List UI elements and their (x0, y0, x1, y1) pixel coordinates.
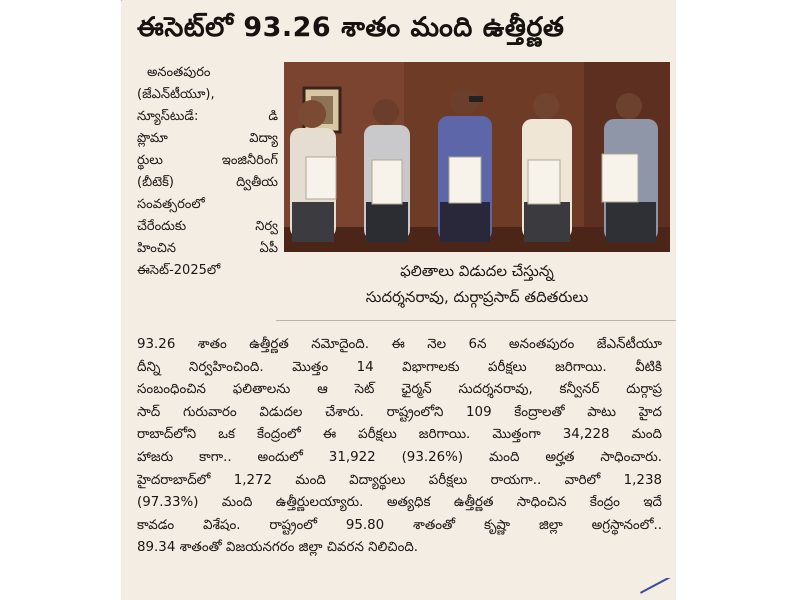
photo-caption (284, 258, 670, 310)
article-body (137, 334, 662, 560)
side-line: చేరేందుకు నిర్వ (137, 219, 278, 234)
clipping-marker-bottom (640, 578, 676, 600)
caption-line: సుదర్శనరావు, దుర్గాప్రసాద్ తదితరులు (365, 288, 589, 306)
headline: ఈసెట్‌లో 93.26 శాతం మంది ఉత్తీర్ణత (137, 12, 565, 43)
caption-line: ఫలితాలు విడుదల చేస్తున్న (400, 262, 554, 280)
body-line: రాబాద్‌లోని ఒక కేంద్రంలో ఈ పరీక్షలు జరిగాయి. మొత్తంగా 34,228 మంది (137, 427, 662, 443)
side-line: న్యూస్‌టుడే: డి (137, 109, 278, 124)
side-line: (జేఎన్‌టీయూ), (137, 87, 215, 102)
body-line: సాద్ గురువారం విడుదల చేశారు. రాష్ట్రంలోని 109 కేంద్రాలతో పాటు హైద (137, 404, 662, 420)
side-line: ఈసెట్‌-2025లో (137, 263, 221, 278)
caption-divider (276, 320, 676, 321)
body-line: హైదరాబాద్‌లో 1,272 మంది విద్యార్థులు పరీక్షలు రాయగా.. వారిలో 1,238 (137, 472, 662, 488)
group-photo-icon (284, 62, 670, 252)
body-line: కావడం విశేషం. రాష్ట్రంలో 95.80 శాతంతో కృష్ణా జిల్లా అగ్రస్థానంలో.. (137, 517, 662, 533)
body-line: 93.26 శాతం ఉత్తీర్ణత నమోదైంది. ఈ నెల 6న అనంతపురం జేఎన్‌టీయూ (137, 337, 662, 352)
side-column-text (137, 62, 278, 282)
group-photo (284, 62, 670, 252)
side-line: అనంతపురం (147, 65, 211, 80)
body-line: 89.34 శాతంతో విజయనగరం జిల్లా చివరన నిలిచింది. (137, 540, 419, 556)
side-line: హించిన ఏపీ (137, 241, 278, 256)
side-line: ర్థులు ఇంజినీరింగ్ (137, 153, 278, 168)
body-line: (97.33%) మంది ఉత్తీర్ణులయ్యారు. అత్యధిక ఉత్తీర్ణత సాధించిన కేంద్రం ఇదే (137, 495, 662, 511)
body-line: దీన్ని నిర్వహించింది. మొత్తం 14 విభాగాలకు పరీక్షలు జరిగాయి. వీటికి (137, 359, 662, 375)
side-line: సంవత్సరంలో (137, 197, 205, 212)
body-line: సంబంధించిన ఫలితాలను ఆ సెట్ ఛైర్మన్ సుదర్శనరావు, కన్వీనర్ దుర్గాప్ర (137, 382, 662, 398)
body-line: హాజరు కాగా.. అందులో 31,922 (93.26%) మంది అర్హత సాధించారు. (137, 449, 662, 465)
side-line: (బీటెక్) ద్వితీయ (137, 175, 278, 190)
side-line: ప్లొమా విద్యా (137, 131, 278, 146)
